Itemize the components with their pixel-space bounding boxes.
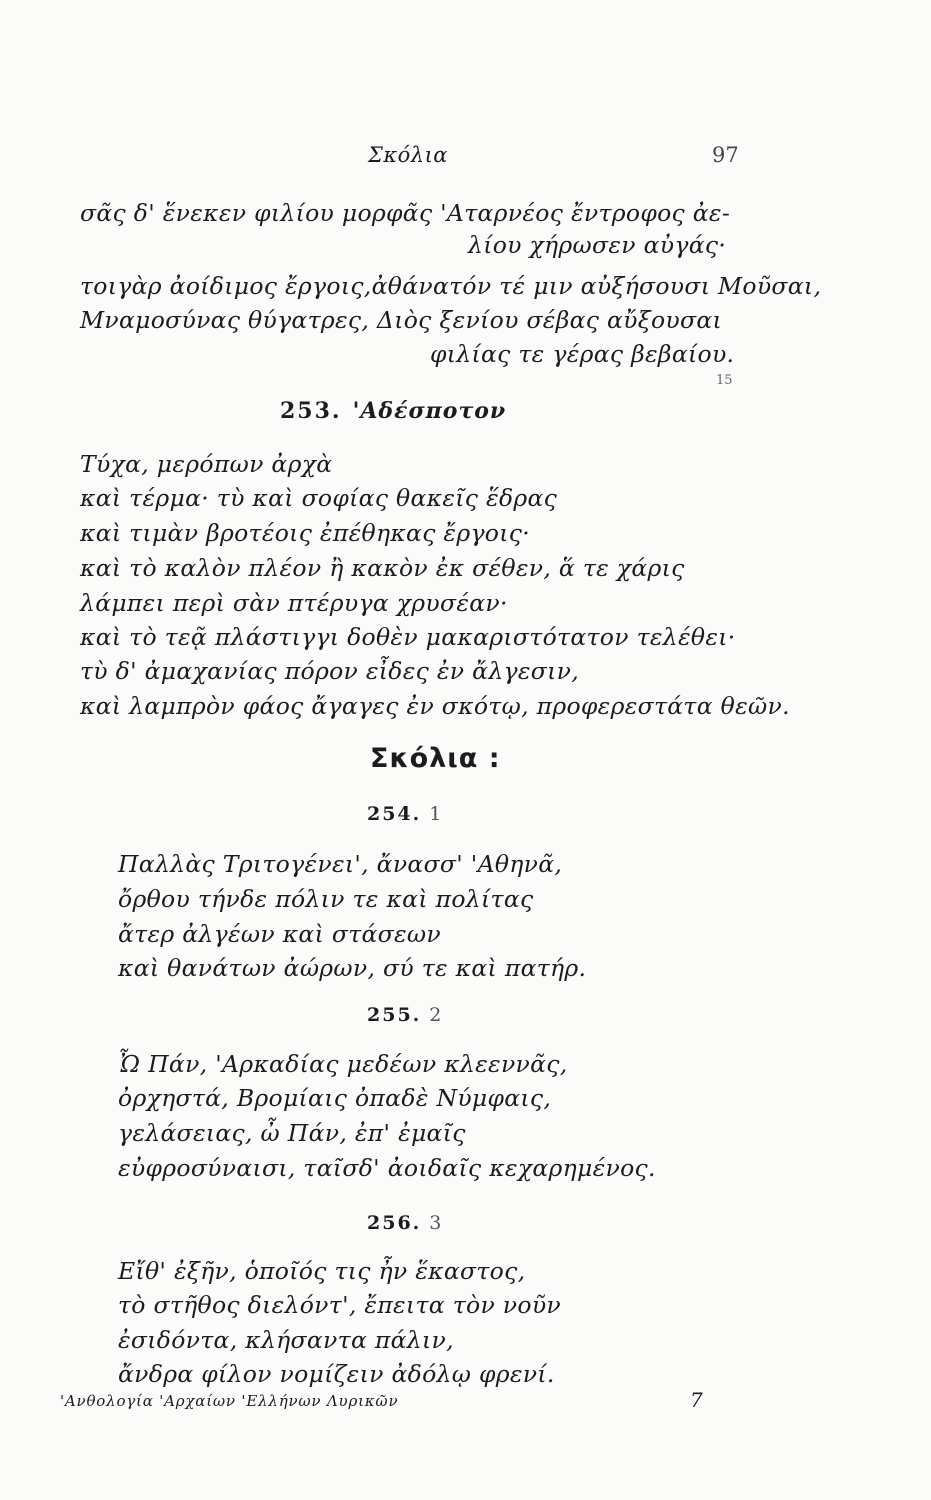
verse-line: λάμπει περὶ σὰν πτέρυγα χρυσέαν· [80, 589, 508, 617]
page-number: 97 [712, 143, 739, 167]
verse-line: τὸ στῆθος διελόντ', ἔπειτα τὸν νοῦν [118, 1291, 562, 1319]
skolion-number: 255. [367, 1004, 422, 1026]
skolion-heading [367, 803, 442, 825]
running-title: Σκόλια [368, 143, 448, 167]
footer-signature: 7 [690, 1388, 703, 1412]
skolion-subnumber: 2 [429, 1004, 443, 1026]
verse-line: Εἴθ' ἐξῆν, ὁποῖός τις ἦν ἕκαστος, [118, 1257, 526, 1285]
footer-book-title: 'Ανθολογία 'Αρχαίων 'Ελλήνων Λυρικῶν [60, 1392, 399, 1410]
skolion-number: 254. [367, 803, 422, 825]
verse-line: ὄρθου τήνδε πόλιν τε καὶ πολίτας [118, 885, 534, 913]
verse-line: ἄνδρα φίλον νομίζειν ἀδόλῳ φρενί. [118, 1360, 555, 1388]
skolion-heading [367, 1212, 442, 1234]
verse-line: καὶ τὸ καλὸν πλέον ἢ κακὸν ἐκ σέθεν, ἅ τε χάρις [80, 554, 685, 582]
poem-author: 'Αδέσποτον [352, 398, 507, 424]
verse-line: Ὦ Πάν, 'Αρκαδίας μεδέων κλεεννᾶς, [118, 1050, 568, 1078]
line-number: 15 [716, 373, 733, 388]
verse-line: τοιγὰρ ἀοίδιμος ἔργοις,ἀθάνατόν τέ μιν αὐξήσουσι Μοῦσαι, [80, 272, 822, 300]
verse-line: Μναμοσύνας θύγατρες, Διὸς ξενίου σέβας αὔξουσαι [80, 306, 723, 334]
verse-line: Παλλὰς Τριτογένει', ἄνασσ' 'Αθηνᾶ, [118, 850, 563, 878]
skolion-number: 256. [367, 1212, 422, 1234]
verse-line: ἄτερ ἀλγέων καὶ στάσεων [118, 920, 441, 948]
verse-line: λίου χήρωσεν αὐγάς· [468, 231, 727, 259]
verse-line: καὶ τέρμα· τὺ καὶ σοφίας θακεῖς ἕδρας [80, 484, 558, 512]
section-heading: Σκόλια : [370, 743, 501, 774]
poem-number: 253. [280, 398, 342, 424]
skolion-subnumber: 3 [429, 1212, 443, 1234]
verse-line: καὶ τὸ τεᾷ πλάστιγγι δοθὲν μακαριστότατον τελέθει· [80, 623, 736, 651]
verse-line: ἐσιδόντα, κλήσαντα πάλιν, [118, 1326, 454, 1354]
verse-line: γελάσειας, ὦ Πάν, ἐπ' ἐμαῖς [118, 1119, 466, 1147]
verse-line: καὶ θανάτων ἀώρων, σύ τε καὶ πατήρ. [118, 954, 587, 982]
verse-line: φιλίας τε γέρας βεβαίου. [430, 340, 735, 368]
verse-line: εὐφροσύναισι, ταῖσδ' ἀοιδαῖς κεχαρημένος. [118, 1154, 656, 1182]
skolion-subnumber: 1 [429, 803, 443, 825]
skolion-heading [367, 1004, 442, 1026]
verse-line: τὺ δ' ἀμαχανίας πόρον εἶδες ἐν ἄλγεσιν, [80, 657, 579, 685]
verse-line: σᾶς δ' ἕνεκεν φιλίου μορφᾶς 'Αταρνέος ἔντροφος ἀε- [80, 199, 731, 227]
verse-line: ὀρχηστά, Βρομίαις ὀπαδὲ Νύμφαις, [118, 1084, 552, 1112]
verse-line: Τύχα, μερόπων ἀρχὰ [80, 450, 333, 478]
verse-line: καὶ τιμὰν βροτέοις ἐπέθηκας ἔργοις· [80, 519, 531, 547]
poem-heading [280, 398, 506, 424]
verse-line: καὶ λαμπρὸν φάος ἄγαγες ἐν σκότῳ, προφερεστάτα θεῶν. [80, 692, 790, 720]
